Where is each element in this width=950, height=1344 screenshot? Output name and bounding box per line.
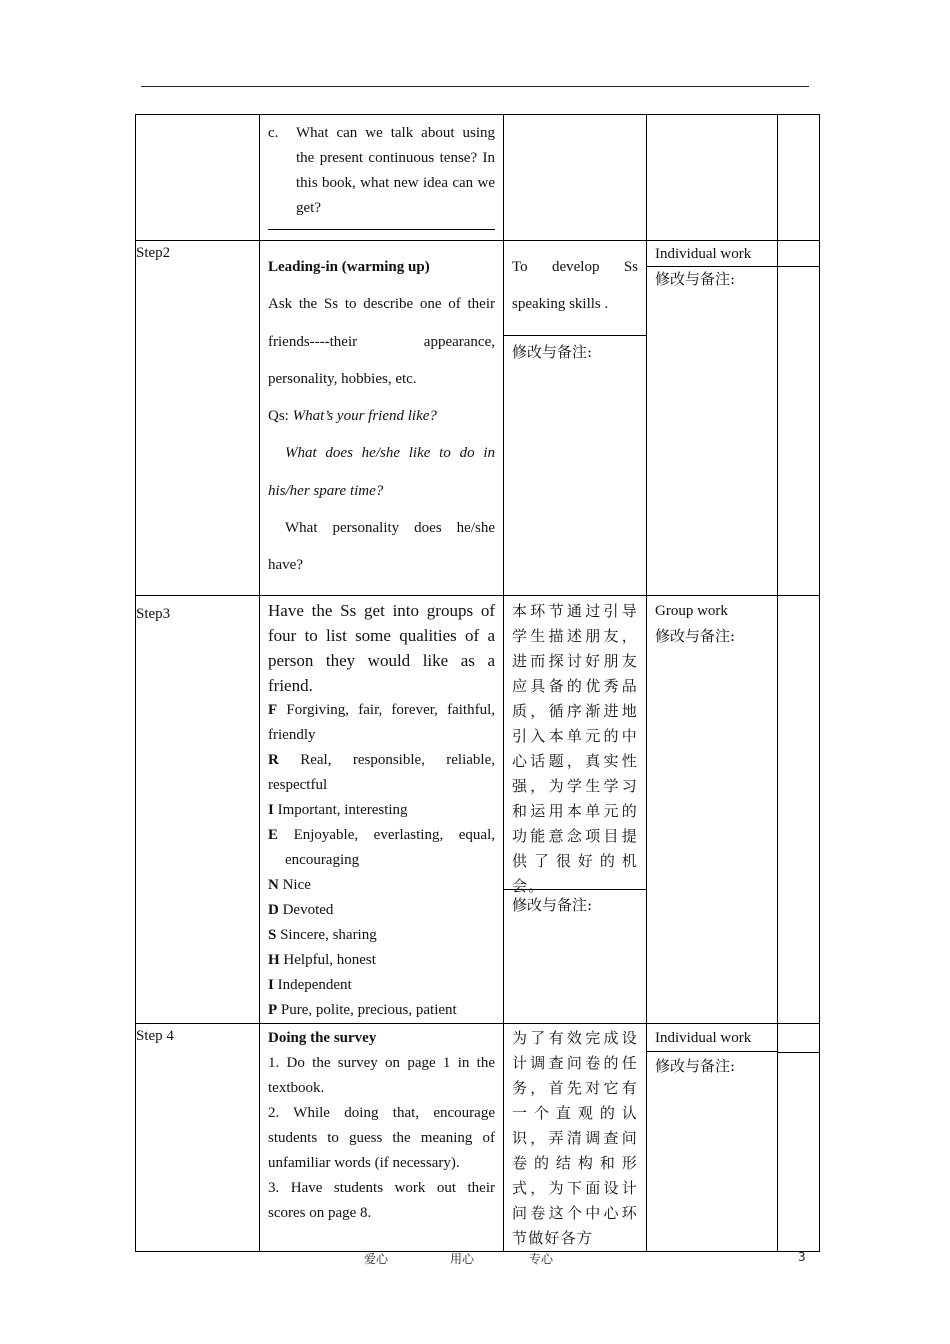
quality-item [268,873,495,898]
quality-item [268,698,495,748]
procedure-cell [260,241,504,596]
quality-item [268,923,495,948]
procedure-text: What can we talk about using the present continuous tense? In this book, what new idea can we get? [296,125,495,216]
quality-words: Sincere, sharing [280,927,377,943]
work-mode: Individual work [647,1024,777,1052]
aim-cell [504,241,647,596]
aim-text: 为了有效完成设计调查问卷的任务，首先对它有一个直观的认识，弄清调查问卷的结构和形式，为下面设计问卷这个中心环节做好各方 [512,1029,638,1247]
step-label: Step2 [136,241,260,596]
mode-cell [647,1024,778,1252]
extra-divider [778,241,819,267]
quality-letter: I [268,977,274,993]
quality-words: Important, interesting [277,802,408,818]
mode-cell [647,115,778,241]
note-label: 修改与备注: [512,896,593,914]
quality-words: Devoted [282,902,334,918]
lesson-plan-table [135,114,820,1252]
quality-letter: N [268,877,279,893]
work-mode: Group work [655,603,728,619]
procedure-cell [260,1024,504,1252]
procedure-item-3: 3. Have students work out their scores on page 8. [268,1180,495,1221]
quality-letter: P [268,1002,278,1018]
aim-text: To develop Ss speaking skills . [504,241,646,336]
quality-words: Nice [282,877,311,893]
quality-item [268,973,495,998]
footer-word-2: 用心 [450,1252,475,1266]
table-row-step3 [136,596,820,1024]
table-row-step4 [136,1024,820,1252]
aim-text: 本环节通过引导学生描述朋友，进而探讨好朋友应具备的优秀品质，循序渐进地引入本单元的中心话题，真实性强，为学生学习和运用本单元的功能意念项目提供了很好的机会。 [504,596,646,890]
list-marker: c. [268,125,279,141]
quality-letter: I [268,802,274,818]
extra-divider [778,1024,819,1053]
step-title: Leading-in (warming up) [268,259,430,275]
table-row-continuation [136,115,820,241]
quality-words: Helpful, honest [283,952,376,968]
footer-word-1: 爱心 [364,1252,389,1266]
footer-word-3: 专心 [529,1252,554,1266]
question-2: What does he/she like to do in his/her spare time? [268,445,495,499]
questions-line: Qs: What’s your friend like? [268,408,437,425]
note-label: 修改与备注: [512,343,593,361]
procedure-cell [260,596,504,1024]
quality-item [268,898,495,923]
quality-words: Enjoyable, everlasting, equal, encouraging [285,827,495,868]
quality-item [268,823,495,873]
mode-cell [647,596,778,1024]
quality-item [268,798,495,823]
table-row-step2 [136,241,820,596]
page-number: 3 [798,1250,806,1264]
step-cell [136,115,260,241]
procedure-cell [260,115,504,241]
step-title: Doing the survey [268,1030,377,1046]
extra-cell [778,596,820,1024]
step-label: Step3 [136,596,260,1024]
quality-words: Pure, polite, precious, patient [280,1002,457,1018]
extra-cell [778,1024,820,1252]
aim-cell [504,115,647,241]
mode-cell [647,241,778,596]
quality-item [268,998,495,1023]
question-3: What personality does he/she have? [268,520,495,574]
extra-cell [778,241,820,596]
quality-letter: D [268,902,279,918]
procedure-intro: Have the Ss get into groups of four to list some qualities of a person they would like as a friend. [268,601,495,695]
quality-letter: H [268,952,280,968]
step-label: Step 4 [136,1024,260,1252]
quality-words: Real, responsible, reliable, respectful [268,752,495,793]
procedure-item-1: 1. Do the survey on page 1 in the textbook. [268,1055,495,1096]
underline [268,229,495,230]
quality-letter: E [268,827,279,843]
quality-item [268,948,495,973]
procedure-text: Ask the Ss to describe one of their friends----their appearance, personality, hobbies, etc. [268,296,495,387]
aim-cell [504,1024,647,1252]
qualities-list [268,698,495,1023]
quality-letter: S [268,927,277,943]
note-label: 修改与备注: [655,627,736,645]
aim-cell [504,596,647,1024]
quality-words: Independent [277,977,352,993]
note-label: 修改与备注: [655,270,736,288]
procedure-item-2: 2. While doing that, encourage students to guess the meaning of unfamiliar words (if necessary). [268,1105,495,1171]
quality-item [268,748,495,798]
quality-letter: F [268,702,278,718]
extra-cell [778,115,820,241]
note-label: 修改与备注: [655,1057,736,1075]
header-rule [141,86,809,87]
table-outer-border [819,114,820,1222]
quality-words: Forgiving, fair, forever, faithful, friendly [268,702,496,743]
work-mode: Individual work [647,241,777,267]
quality-letter: R [268,752,279,768]
